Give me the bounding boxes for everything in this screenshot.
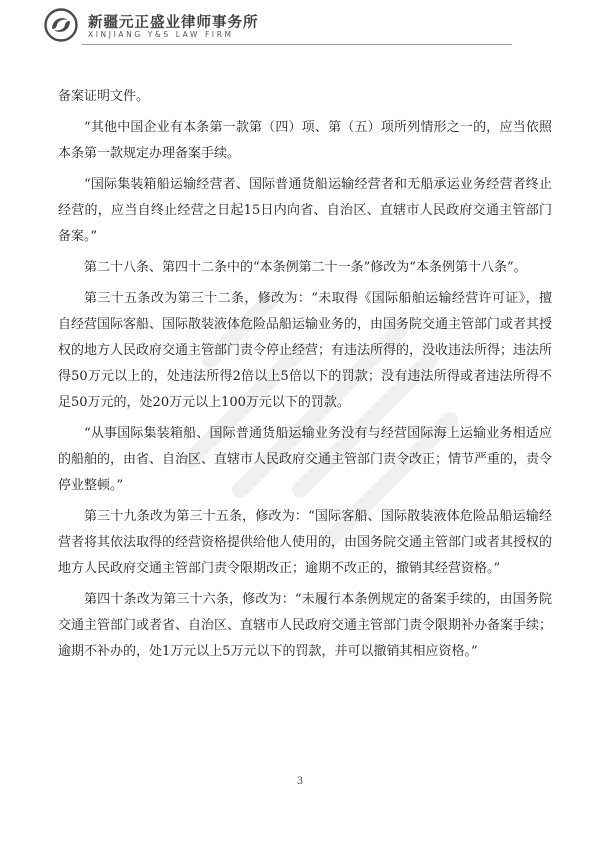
body-paragraph: 第二十八条、第四十二条中的“本条例第二十一条”修改为“本条例第十八条”。 (84, 260, 527, 275)
page-number: 3 (296, 776, 304, 787)
body-paragraph: 第三十五条改为第三十二条，修改为：“未取得《国际船舶运输经营许可证》，擅自经营国际客船、国际散装液体危险品船运输业务的，由国务院交通主管部门或者其授权的地方人民政府交通主管部门责令停止经营；有违法所得的，没收违法所得；违法所得50万元以上的，处违法所得2倍以上5倍以下的罚款；没有违法所得或者违法所得不足50万元的，处20万元以上100万元以下的罚款。 (58, 291, 553, 410)
firm-name-english: XINJIANG Y&S LAW FIRM (88, 30, 234, 39)
firm-name-chinese: 新疆元正盛业律师事务所 (88, 15, 259, 31)
body-paragraph: 第三十九条改为第三十五条，修改为：“国际客船、国际散装液体危险品船运输经营者将其依法取得的经营资格提供给他人使用的，由国务院交通主管部门或者其授权的地方人民政府交通主管部门责令限期改正；逾期不改正的，撤销其经营资格。” (58, 509, 553, 576)
document-body (58, 84, 552, 670)
letterhead (44, 6, 564, 48)
body-paragraph: 第四十条改为第三十六条，修改为：“未履行本条例规定的备案手续的，由国务院交通主管部门或者省、自治区、直辖市人民政府交通主管部门责令限期补办备案手续；逾期不补办的，处1万元以上5万元以下的罚款，并可以撤销其相应资格。” (58, 592, 553, 659)
firm-emblem-icon (44, 8, 78, 42)
body-paragraph: “国际集装箱船运输经营者、国际普通货船运输经营者和无船承运业务经营者终止经营的，应当自终止经营之日起15日内向省、自治区、直辖市人民政府交通主管部门备案。” (58, 177, 552, 244)
body-paragraph: “其他中国企业有本条第一款第（四）项、第（五）项所列情形之一的，应当依照本条第一款规定办理备案手续。 (58, 120, 552, 161)
header-divider (82, 44, 512, 45)
body-paragraph: “从事国际集装箱船、国际普通货船运输业务没有与经营国际海上运输业务相适应的船舶的，由省、自治区、直辖市人民政府交通主管部门责令改正；情节严重的，责令停业整顿。” (58, 426, 553, 493)
body-paragraph: 备案证明文件。 (58, 89, 150, 104)
